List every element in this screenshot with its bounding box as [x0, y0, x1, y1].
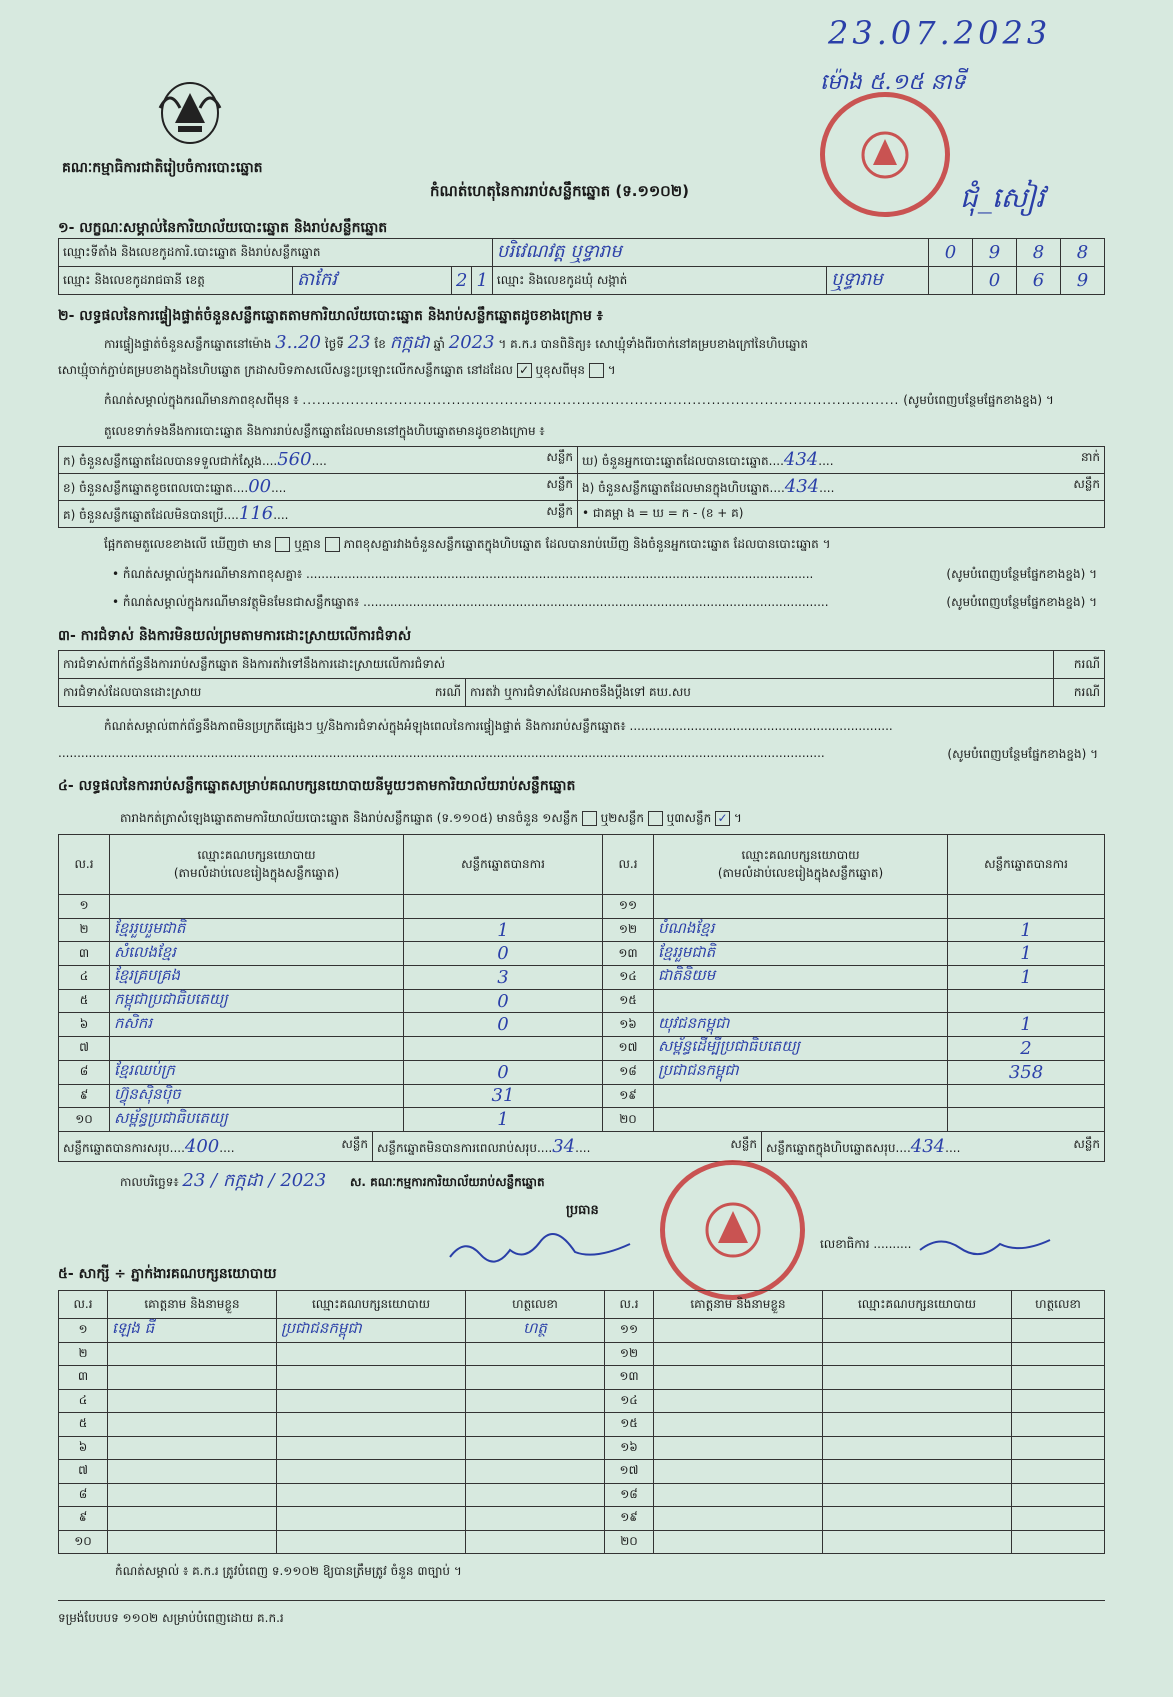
unchanged-checkbox[interactable]: ✓: [517, 363, 532, 378]
col-no: ល.រ: [59, 835, 110, 895]
table-row: [59, 1483, 1105, 1507]
difference-remark-line: • កំណត់សម្គាល់ក្នុងករណីមានភាពខុសគ្នា៖ ..................................................................................................................................... (សូមបំពេញបន្ថែមផ្នែកខាងខ្នង) ។: [112, 566, 1097, 584]
witness-signature: [1012, 1413, 1105, 1437]
total-invalid-label: សន្លឹកឆ្នោតមិនបានការពេលរាប់សរុប: [377, 1140, 537, 1155]
resolved-complaints-label: ការជំទាស់ដែលបានដោះស្រាយ: [59, 679, 398, 707]
col-name: គោត្តនាម និងនាមខ្លួន: [108, 1291, 277, 1319]
row-number: ១១: [603, 895, 654, 919]
row-number: ៣: [59, 942, 110, 966]
witness-signature: [1012, 1389, 1105, 1413]
box-ballots-label: ង) ចំនួនសន្លឹកឆ្នោតដែលមានក្នុងហិបឆ្នោត: [582, 481, 770, 495]
section2-heading: ២- លទ្ធផលនៃការផ្ទៀងផ្ទាត់ចំនួនសន្លឹកឆ្នោតតាមការិយាល័យបោះឆ្នោត និងរាប់សន្លឹកឆ្នោតដូចខាងក្រោម ៖: [58, 308, 603, 324]
party-name: ខ្មែររួមជាតិ: [654, 942, 948, 966]
party-name: សម្ព័ន្ធដើម្បីប្រជាធិបតេយ្យ: [654, 1037, 948, 1061]
witness-signature: [1012, 1483, 1105, 1507]
witness-name: [108, 1436, 277, 1460]
text: ថ្ងៃទី: [324, 337, 344, 351]
station-name-label: ឈ្មោះទីតាំង និងលេខកូដការិ.បោះឆ្នោត និងរាប់សន្លឹកឆ្នោត: [59, 239, 493, 267]
party-name: សំលេងខ្មែរ: [110, 942, 404, 966]
col-party: ឈ្មោះគណបក្សនយោបាយ: [277, 1291, 466, 1319]
witness-party: [277, 1342, 466, 1366]
chair-signature-icon: [445, 1232, 635, 1271]
figures-intro: តួលេខទាក់ទងនឹងការបោះឆ្នោត និងការរាប់សន្លឹកឆ្នោតដែលមាននៅក្នុងហិបឆ្នោតមានដូចខាងក្រោម ៖: [104, 424, 545, 438]
party-votes: 1: [948, 1013, 1105, 1037]
text: (សូមបំពេញបន្ថែមផ្នែកខាងខ្នង) ។: [946, 595, 1097, 609]
witness-signature: [466, 1507, 605, 1531]
party-name: កម្ពុជាប្រជាធិបតេយ្យ: [110, 989, 404, 1013]
witness-party: [277, 1483, 466, 1507]
document-title: កំណត់ហេតុនៃការរាប់សន្លឹកឆ្នោត (ទ.១១០២): [430, 182, 690, 200]
case-label: ករណី: [397, 679, 466, 707]
table-row: [59, 1342, 1105, 1366]
row-number: ២០: [603, 1108, 654, 1132]
row-number: ១៣: [605, 1366, 654, 1390]
unused-ballots-label: គ) ចំនួនសន្លឹកឆ្នោតដែលមិនបានប្រើ: [63, 508, 224, 522]
table-row: [59, 1013, 1105, 1037]
text: • កំណត់សម្គាល់ក្នុងករណីមានវត្ថុមិនមែនជាសន្លឹកឆ្នោត៖: [112, 595, 360, 609]
row-number: ៩: [59, 1507, 108, 1531]
party-votes: 0: [404, 1060, 603, 1084]
party-votes: [404, 895, 603, 919]
party-votes: 358: [948, 1060, 1105, 1084]
witness-signature: [1012, 1530, 1105, 1554]
witness-party: [823, 1319, 1012, 1343]
unit: សន្លឹក: [1073, 477, 1100, 491]
ballot-figures-table: ក) ចំនួនសន្លឹកឆ្នោតដែលបានទទួលជាក់ស្តែង....560.... សន្លឹក ឃ) ចំនួនអ្នកបោះឆ្នោតដែលបានបោះឆ្នោត....434.... នាក់ ខ) ចំនួនសន្លឹកឆ្នោតខូចពេលបោះឆ្នោត....00.... សន្លឹក ង) ចំនួនសន្លឹកឆ្នោតដែលមានក្នុងហិបឆ្នោត....434.... សន្លឹក គ) ចំនួនសន្លឹកឆ្នោតដែលមិនបានប្រើ....116.... សន្លឹក • ជាគម្ពា ង = ឃ = ក - (ខ + គ): [58, 446, 1105, 528]
text: ផ្អែកតាមតួលេខខាងលើ ឃើញថា មាន: [104, 537, 272, 551]
witness-name: [654, 1319, 823, 1343]
party-name: ខ្មែរគ្របគ្រង: [110, 966, 404, 990]
party-name: យុវជនកម្ពុជា: [654, 1013, 948, 1037]
row-number: ២: [59, 1342, 108, 1366]
witness-signature: [1012, 1460, 1105, 1484]
unit: សន្លឹក: [730, 1136, 757, 1151]
witness-party: [277, 1507, 466, 1531]
col-votes: សន្លឹកឆ្នោតបានការ: [948, 835, 1105, 895]
row-number: ១: [59, 1319, 108, 1343]
box-ballots-value: 434: [784, 476, 820, 497]
witness-name: [108, 1342, 277, 1366]
received-ballots-value: 560: [277, 449, 312, 470]
chair-label: ប្រធាន: [566, 1203, 599, 1218]
unit: សន្លឹក: [341, 1136, 368, 1151]
commune-code-digit: 0: [973, 267, 1017, 295]
section5-heading: ៥- សាក្សី ÷ ភ្នាក់ងារគណបក្សនយោបាយ: [58, 1266, 277, 1282]
witness-party: [823, 1366, 1012, 1390]
party-votes: 0: [404, 1013, 603, 1037]
col-party-title: ឈ្មោះគណបក្សនយោបាយ: [741, 847, 860, 862]
unused-ballots-value: 116: [238, 503, 274, 524]
total-invalid-value: 34: [552, 1135, 576, 1157]
row-number: ១៤: [603, 966, 654, 990]
text: • កំណត់សម្គាល់ក្នុងករណីមានភាពខុសគ្នា៖: [112, 567, 303, 581]
party-results-table: [58, 834, 1105, 1132]
two-sheets-checkbox[interactable]: [648, 811, 663, 826]
party-votes: [948, 989, 1105, 1013]
party-name: [654, 1108, 948, 1132]
witness-party: [277, 1389, 466, 1413]
text: ខែ: [374, 337, 386, 351]
witness-party: [823, 1530, 1012, 1554]
party-name: ខ្មែរឈប់ក្រ: [110, 1060, 404, 1084]
has-difference-checkbox[interactable]: [275, 537, 290, 552]
complaints-table: [58, 650, 1105, 707]
row-number: ១៥: [605, 1413, 654, 1437]
table-row: [59, 1413, 1105, 1437]
party-votes: 2: [948, 1037, 1105, 1061]
witness-name: [654, 1366, 823, 1390]
date-line: [120, 1168, 545, 1195]
party-votes: 1: [948, 942, 1105, 966]
party-name: ខ្មែររួបរួមជាតិ: [110, 918, 404, 942]
witness-party: [823, 1483, 1012, 1507]
table-row: [59, 1319, 1105, 1343]
witness-name: [654, 1413, 823, 1437]
complaints-row-label: ការជំទាស់ពាក់ព័ន្ធនឹងការរាប់សន្លឹកឆ្នោត និងការតវ៉ាទៅនឹងការដោះស្រាយលើការជំទាស់: [59, 651, 1054, 679]
party-votes: 1: [404, 918, 603, 942]
col-party-subtitle: (តាមលំដាប់លេខរៀងក្នុងសន្លឹកឆ្នោត): [717, 865, 884, 880]
handwritten-commune: ជុំ_សៀវ: [960, 181, 1045, 214]
table-row: [59, 1108, 1105, 1132]
nec-emblem-icon: [150, 78, 230, 148]
table-row: [59, 895, 1105, 919]
appeal-complaints-label: ការតវ៉ា ឬការជំទាស់ដែលអាចនឹងប្តឹងទៅ គឃ.សប: [466, 679, 1054, 707]
text: ឆ្នាំ: [433, 337, 445, 351]
text: ឬ២សន្លឹក: [600, 811, 645, 825]
footer-divider: [58, 1600, 1105, 1601]
party-name: [654, 895, 948, 919]
text: ឬ៣សន្លឹក: [666, 811, 712, 825]
witness-party: [823, 1389, 1012, 1413]
col-votes: សន្លឹកឆ្នោតបានការ: [404, 835, 603, 895]
witness-signature: [466, 1530, 605, 1554]
secretary-line: លេខាធិការ ..........: [820, 1232, 1055, 1257]
party-votes: [948, 1084, 1105, 1108]
text: ការផ្ទៀងផ្ទាត់ចំនួនសន្លឹកឆ្នោតនៅម៉ោង: [104, 337, 272, 351]
party-votes: 1: [948, 966, 1105, 990]
col-name: គោត្តនាម និងនាមខ្លួន: [654, 1291, 823, 1319]
row-number: ១៦: [603, 1013, 654, 1037]
row-number: ១០: [59, 1108, 110, 1132]
text: (សូមបំពេញបន្ថែមផ្នែកខាងខ្នង) ។: [903, 393, 1054, 407]
row-number: ៨: [59, 1483, 108, 1507]
row-number: ១៩: [605, 1507, 654, 1531]
row-number: ១៧: [603, 1037, 654, 1061]
row-number: ១២: [603, 918, 654, 942]
party-votes: [948, 895, 1105, 919]
verify-time: 3..20: [275, 332, 321, 353]
witness-signature: [466, 1460, 605, 1484]
row-number: ៨: [59, 1060, 110, 1084]
row-number: ១៨: [603, 1060, 654, 1084]
witness-party: [823, 1342, 1012, 1366]
party-votes: 1: [404, 1108, 603, 1132]
totals-table: សន្លឹកឆ្នោតបានការសរុប....400.... សន្លឹក សន្លឹកឆ្នោតមិនបានការពេលរាប់សរុប....34.... សន្លឹក សន្លឹកឆ្នោតក្នុងហិបឆ្នោតសរុប....434.... សន្លឹក: [58, 1131, 1105, 1162]
total-valid-value: 400: [184, 1135, 220, 1157]
row-number: ២: [59, 918, 110, 942]
difference-check-line: [104, 536, 831, 554]
witness-signature: [466, 1389, 605, 1413]
row-number: ៥: [59, 1413, 108, 1437]
formula-text: • ជាគម្ពា ង = ឃ = ក - (ខ + គ): [582, 506, 744, 520]
seal-emblem-icon: [698, 1195, 768, 1265]
total-valid-label: សន្លឹកឆ្នោតបានការសរុប: [63, 1140, 170, 1155]
witness-name: [108, 1460, 277, 1484]
col-party-subtitle: (តាមលំដាប់លេខរៀងក្នុងសន្លឹកឆ្នោត): [173, 865, 340, 880]
col-no: ល.រ: [603, 835, 654, 895]
secretary-label: លេខាធិការ: [820, 1237, 870, 1251]
party-votes: 3: [404, 966, 603, 990]
witness-signature: [466, 1483, 605, 1507]
table-row: [59, 1507, 1105, 1531]
unit: សន្លឹក: [546, 477, 573, 491]
committee-name: គណៈកម្មាធិការជាតិរៀបចំការបោះឆ្នោត: [62, 160, 263, 176]
text: ភាពខុសគ្នារវាងចំនួនសន្លឹកឆ្នោតក្នុងហិបឆ្នោត ដែលបានរាប់ឃើញ និងចំនួនអ្នកបោះឆ្នោត ដែលបានបោះឆ្នោត ។: [343, 537, 831, 551]
case-label: ករណី: [1053, 679, 1104, 707]
received-ballots-label: ក) ចំនួនសន្លឹកឆ្នោតដែលបានទទួលជាក់ស្តែង: [63, 454, 262, 468]
witness-signature: [1012, 1319, 1105, 1343]
section3-heading: ៣- ការជំទាស់ និងការមិនយល់ព្រមតាមការដោះស្រាយលើការជំទាស់: [58, 628, 412, 644]
col-sign: ហត្ថលេខា: [1012, 1291, 1105, 1319]
text: កំណត់សម្គាល់ពាក់ព័ន្ធនឹងភាពមិនប្រក្រតីផ្សេងៗ ឬ/និងការជំទាស់ក្នុងអំឡុងពេលនៃការផ្ទៀងផ្ទាត់ និងការរាប់សន្លឹកឆ្នោត៖: [104, 719, 626, 733]
secretary-signature-icon: [915, 1232, 1055, 1257]
irregularity-note-line: កំណត់សម្គាល់ពាក់ព័ន្ធនឹងភាពមិនប្រក្រតីផ្សេងៗ ឬ/និងការជំទាស់ក្នុងអំឡុងពេលនៃការផ្ទៀងផ្ទាត់ និងការរាប់សន្លឹកឆ្នោត៖ .....................................................................: [104, 719, 893, 733]
handwritten-date: 23.07.2023: [828, 14, 1052, 52]
commune-value: ឬទ្ធារាម: [827, 267, 929, 295]
text: កំណត់សម្គាល់ក្នុងករណីមានភាពខុសពីមុន ៖: [104, 393, 299, 407]
table-row: [59, 989, 1105, 1013]
official-seal-bottom: [660, 1160, 805, 1300]
verification-line-2: សោឃ្មុំចាក់ភ្ជាប់គម្របខាងក្នុងនៃហិបឆ្នោត ក្រដាសបិទភាសលើសន្លះប្រឡោះលើកសន្លឹកឆ្នោត នៅដដែល ✓ ឬខុសពីមុន ។: [58, 363, 616, 377]
witness-name: ឡេង ធី: [108, 1319, 277, 1343]
witness-signature: [466, 1413, 605, 1437]
witness-name: [654, 1460, 823, 1484]
party-name: [654, 1084, 948, 1108]
text: (សូមបំពេញបន្ថែមផ្នែកខាងខ្នង) ។: [947, 747, 1098, 761]
unit: នាក់: [1080, 450, 1100, 464]
text: តារាងកត់ត្រាសំឡេងឆ្នោតតាមការិយាល័យបោះឆ្នោត និងរាប់សន្លឹកឆ្នោត (ទ.១១០៥) មានចំនួន ១សន្លឹក: [120, 811, 578, 825]
witness-name: [654, 1507, 823, 1531]
verify-year: 2023: [448, 332, 495, 353]
commune-label: ឈ្មោះ និងលេខកូដឃុំ សង្កាត់: [492, 267, 826, 295]
row-number: ១៦: [605, 1436, 654, 1460]
witness-name: [108, 1413, 277, 1437]
party-votes: 0: [404, 989, 603, 1013]
row-number: ៣: [59, 1366, 108, 1390]
witness-name: [108, 1507, 277, 1531]
witness-signature: [1012, 1507, 1105, 1531]
row-number: ២០: [605, 1530, 654, 1554]
witness-name: [108, 1389, 277, 1413]
party-name: [110, 1037, 404, 1061]
table-row: [59, 1084, 1105, 1108]
station-code-digit: 8: [1017, 239, 1061, 267]
unit: សន្លឹក: [546, 504, 573, 518]
witness-party: [277, 1460, 466, 1484]
province-value: តាកែវ: [293, 267, 452, 295]
station-code-digit: 9: [973, 239, 1017, 267]
witness-signature: [1012, 1366, 1105, 1390]
text: សោឃ្មុំចាក់ភ្ជាប់គម្របខាងក្នុងនៃហិបឆ្នោត ក្រដាសបិទភាសលើសន្លះប្រឡោះលើកសន្លឹកឆ្នោត នៅដដែល: [58, 363, 513, 377]
witness-party: [277, 1413, 466, 1437]
witness-name: [108, 1366, 277, 1390]
handwritten-time: ម៉ោង ៥.១៥ នាទី: [820, 70, 966, 95]
row-number: ១៤: [605, 1389, 654, 1413]
province-code-digit: 2: [452, 267, 472, 294]
row-number: ៦: [59, 1436, 108, 1460]
witness-signature: [1012, 1342, 1105, 1366]
col-no: ល.រ: [59, 1291, 108, 1319]
witness-note: កំណត់សម្គាល់ ៖ គ.ក.រ ត្រូវបំពេញ ទ.១១០២ ឱ្យបានត្រឹមត្រូវ ចំនួន ៣ច្បាប់ ។: [115, 1564, 462, 1578]
witness-signature: ហត្ថ: [466, 1319, 605, 1343]
verify-day: 23: [347, 332, 371, 353]
section1-heading: ១- លក្ខណៈសម្គាល់នៃការិយាល័យបោះឆ្នោត និងរាប់សន្លឹកឆ្នោត: [58, 220, 388, 236]
party-votes: [948, 1108, 1105, 1132]
station-name-value: បរិវេណវត្ត ឬទ្ធារាម: [492, 239, 928, 267]
seal-emblem-icon: [855, 125, 915, 185]
col-party: [110, 835, 404, 895]
witness-name: [654, 1483, 823, 1507]
witness-party: [823, 1413, 1012, 1437]
witness-name: [654, 1436, 823, 1460]
changed-checkbox[interactable]: [589, 363, 604, 378]
text: (សូមបំពេញបន្ថែមផ្នែកខាងខ្នង) ។: [946, 567, 1097, 581]
row-number: ៤: [59, 1389, 108, 1413]
table-row: [59, 918, 1105, 942]
text: ឬគ្មាន: [294, 537, 321, 551]
witness-signature: [466, 1436, 605, 1460]
witness-party: [277, 1436, 466, 1460]
party-name: ប្រជាជនកម្ពុជា: [654, 1060, 948, 1084]
footer-text: ទម្រង់បែបបទ ១១០២ សម្រាប់បំពេញដោយ គ.ក.រ: [58, 1611, 284, 1625]
witness-party: [823, 1507, 1012, 1531]
station-code-digit: 0: [929, 239, 973, 267]
row-number: ៦: [59, 1013, 110, 1037]
col-sign: ហត្ថលេខា: [466, 1291, 605, 1319]
date-value: 23 / កក្កដា / 2023: [182, 1170, 327, 1191]
station-code-digit: 8: [1061, 239, 1105, 267]
text: ឬខុសពីមុន: [535, 363, 586, 377]
party-name: ជាតិនិយម: [654, 966, 948, 990]
row-number: ១២: [605, 1342, 654, 1366]
table-row: [59, 966, 1105, 990]
col-no: ល.រ: [605, 1291, 654, 1319]
table-row: [59, 1460, 1105, 1484]
col-party: ឈ្មោះគណបក្សនយោបាយ: [823, 1291, 1012, 1319]
no-difference-checkbox[interactable]: [325, 537, 340, 552]
witness-signature: [466, 1342, 605, 1366]
row-number: ១៩: [603, 1084, 654, 1108]
witness-party: ប្រជាជនកម្ពុជា: [277, 1319, 466, 1343]
spoiled-ballots-value: 00: [248, 476, 272, 497]
table-row: [59, 1389, 1105, 1413]
row-number: ១៥: [603, 989, 654, 1013]
object-remark-line: • កំណត់សម្គាល់ក្នុងករណីមានវត្ថុមិនមែនជាសន្លឹកឆ្នោត៖ .......................................................................................................................... (សូមបំពេញបន្ថែមផ្នែកខាងខ្នង) ។: [112, 594, 1097, 612]
party-name: ហ៊្វុនស៊ិនប៉ិច: [110, 1084, 404, 1108]
party-name: កសិករ: [110, 1013, 404, 1037]
party-votes: [404, 1037, 603, 1061]
witness-name: [108, 1530, 277, 1554]
three-sheets-checkbox[interactable]: ✓: [715, 811, 730, 826]
row-number: ១៨: [605, 1483, 654, 1507]
committee-signoff-label: ស. គណៈកម្មការការិយាល័យរាប់សន្លឹកឆ្នោត: [349, 1175, 545, 1189]
col-party-title: ឈ្មោះគណបក្សនយោបាយ: [197, 847, 316, 862]
party-name: [654, 989, 948, 1013]
party-votes: 1: [948, 918, 1105, 942]
witness-table: [58, 1290, 1105, 1554]
province-label: ឈ្មោះ និងលេខកូដរាជធានី ខេត្ត: [59, 267, 293, 295]
official-seal-top: [820, 92, 950, 217]
witness-signature: [466, 1366, 605, 1390]
witness-party: [277, 1530, 466, 1554]
row-number: ១១: [605, 1319, 654, 1343]
table-row: [59, 1436, 1105, 1460]
col-party: [654, 835, 948, 895]
row-number: ១៣: [603, 942, 654, 966]
row-number: ៤: [59, 966, 110, 990]
unit: សន្លឹក: [1073, 1136, 1100, 1151]
party-name: សម្ព័ន្ធប្រជាធិបតេយ្យ: [110, 1108, 404, 1132]
row-number: ៧: [59, 1460, 108, 1484]
table-row: [59, 942, 1105, 966]
verify-month: កក្កដា: [389, 332, 430, 353]
commune-code-digit: 6: [1017, 267, 1061, 295]
witness-party: [823, 1436, 1012, 1460]
irregularity-note-continued: ......................................................................................................................................................................................................... (សូមបំពេញបន្ថែមផ្នែកខាងខ្នង) ។: [58, 746, 1098, 764]
table-row: [59, 1037, 1105, 1061]
party-votes: 31: [404, 1084, 603, 1108]
voters-voted-label: ឃ) ចំនួនអ្នកបោះឆ្នោតដែលបានបោះឆ្នោត: [582, 454, 769, 468]
row-number: ៥: [59, 989, 110, 1013]
witness-party: [823, 1460, 1012, 1484]
difference-note-line: កំណត់សម្គាល់ក្នុងករណីមានភាពខុសពីមុន ៖ ............................................................................................................................ (សូមបំពេញបន្ថែមផ្នែកខាងខ្នង) ។: [104, 393, 1054, 407]
table-row: [59, 1060, 1105, 1084]
table-row: [59, 1530, 1105, 1554]
one-sheet-checkbox[interactable]: [582, 811, 597, 826]
commune-code-digit: 9: [1061, 267, 1105, 295]
section1-table: [58, 238, 1105, 295]
text: ។ គ.ក.រ បានពិនិត្យ៖ សោឃ្មុំទាំងពីរចាក់នៅគម្របខាងក្រៅនៃហិបឆ្នោត: [498, 337, 809, 351]
witness-name: [654, 1342, 823, 1366]
tally-sheet-count-line: តារាងកត់ត្រាសំឡេងឆ្នោតតាមការិយាល័យបោះឆ្នោត និងរាប់សន្លឹកឆ្នោត (ទ.១១០៥) មានចំនួន ១សន្លឹក ឬ២សន្លឹក ឬ៣សន្លឹក ✓ ។: [120, 811, 742, 825]
row-number: ១៧: [605, 1460, 654, 1484]
row-number: ១០: [59, 1530, 108, 1554]
row-number: ៩: [59, 1084, 110, 1108]
unit: សន្លឹក: [546, 450, 573, 464]
row-number: ៧: [59, 1037, 110, 1061]
party-name: [110, 895, 404, 919]
party-name: បំណងខ្មែរ: [654, 918, 948, 942]
table-row: [59, 1366, 1105, 1390]
witness-signature: [1012, 1436, 1105, 1460]
witness-name: [654, 1389, 823, 1413]
total-box-label: សន្លឹកឆ្នោតក្នុងហិបឆ្នោតសរុប: [766, 1140, 896, 1155]
witness-name: [654, 1530, 823, 1554]
verification-line-1: [104, 330, 808, 357]
section4-heading: ៤- លទ្ធផលនៃការរាប់សន្លឹកឆ្នោតសម្រាប់គណបក្សនយោបាយនីមួយៗតាមការិយាល័យរាប់សន្លឹកឆ្នោត: [58, 778, 576, 794]
party-votes: 0: [404, 942, 603, 966]
witness-party: [277, 1366, 466, 1390]
date-label: កាលបរិច្ឆេទ៖: [120, 1175, 179, 1189]
total-box-value: 434: [910, 1135, 946, 1157]
voters-voted-value: 434: [783, 449, 819, 470]
spoiled-ballots-label: ខ) ចំនួនសន្លឹកឆ្នោតខូចពេលបោះឆ្នោត: [63, 481, 233, 495]
case-label: ករណី: [1053, 651, 1104, 679]
row-number: ១: [59, 895, 110, 919]
province-code-digit: 1: [476, 270, 488, 291]
witness-name: [108, 1483, 277, 1507]
